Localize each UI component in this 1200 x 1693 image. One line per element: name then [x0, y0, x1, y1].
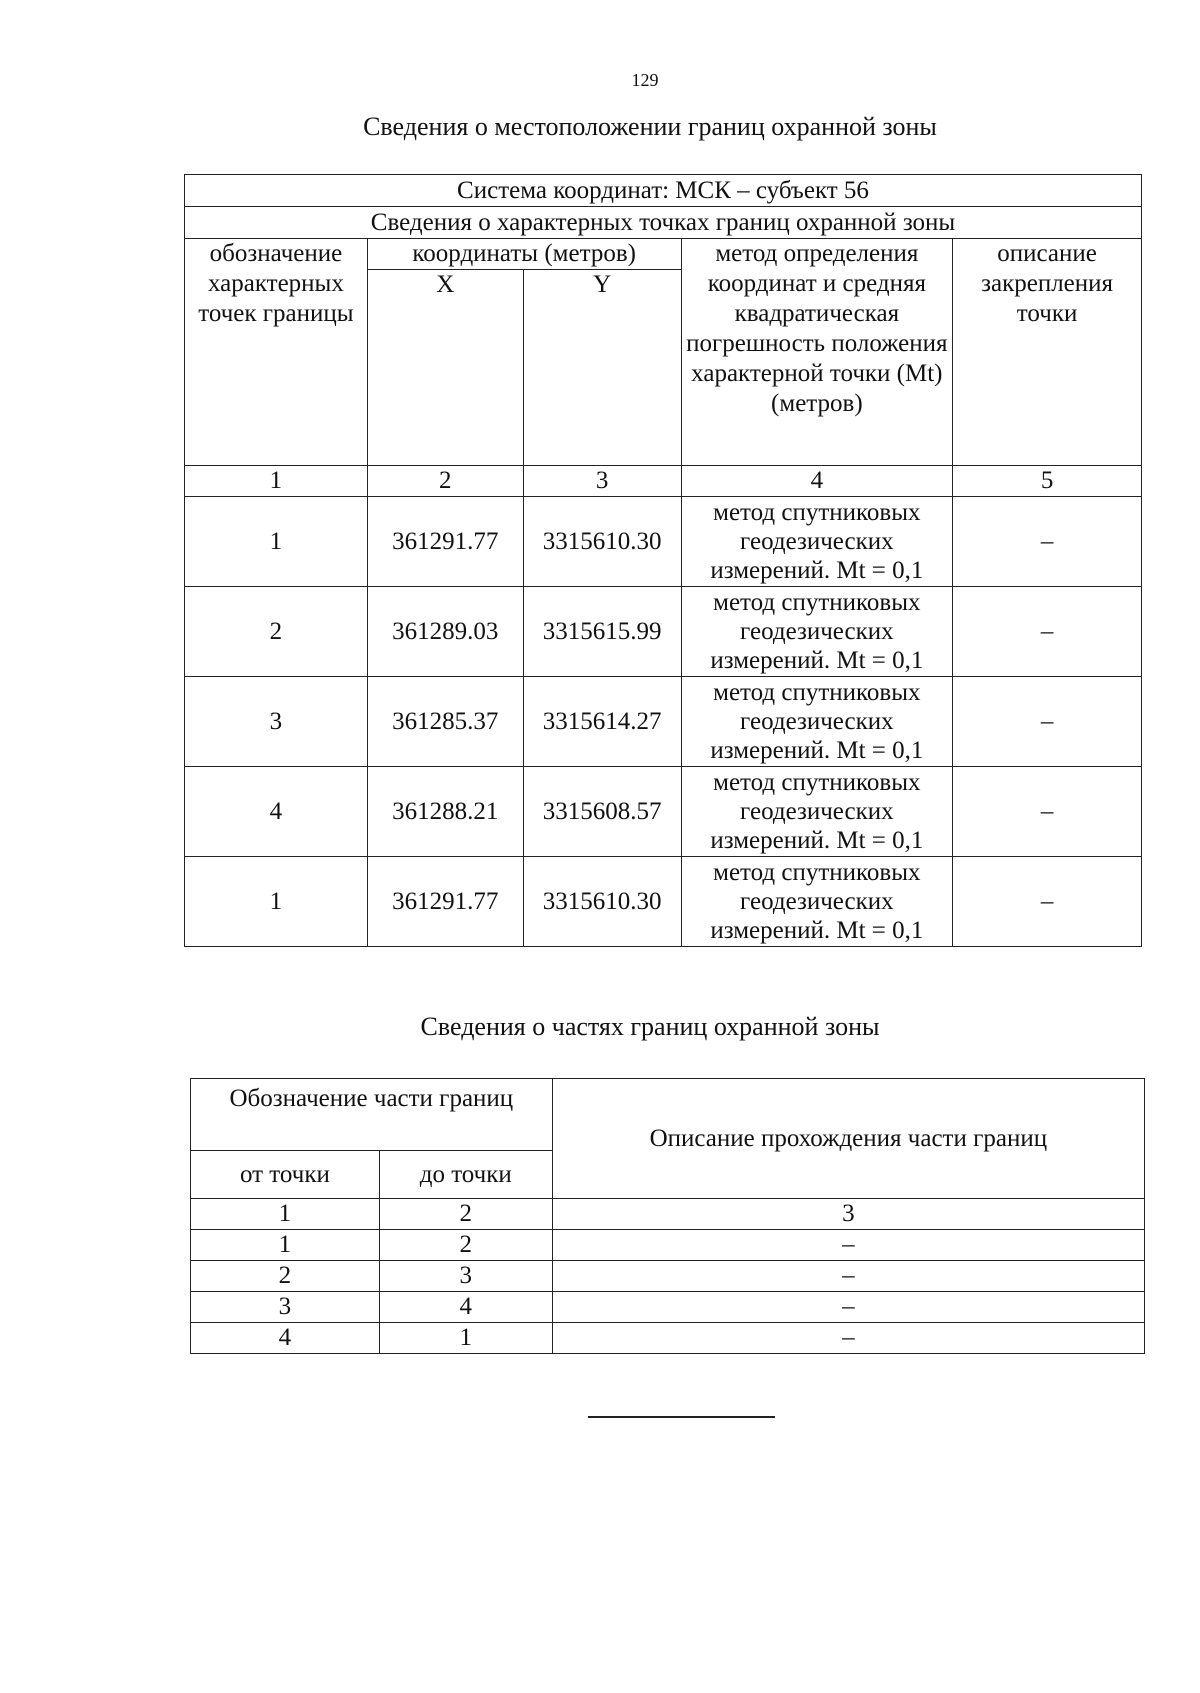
boundary-points-table: [184, 174, 1142, 947]
end-divider: [588, 1416, 775, 1418]
description-cell: –: [953, 677, 1142, 767]
from-cell: 1: [191, 1230, 380, 1261]
method-cell: метод спутниковых геодезических измерений. Mt = 0,1: [681, 857, 953, 947]
y-cell: 3315615.99: [523, 587, 681, 677]
column-number-row: [191, 1199, 1145, 1230]
column-number: 3: [552, 1199, 1144, 1230]
from-cell: 3: [191, 1292, 380, 1323]
y-cell: 3315610.30: [523, 857, 681, 947]
table-row: [185, 857, 1142, 947]
x-cell: 361285.37: [367, 677, 523, 767]
y-cell: 3315614.27: [523, 677, 681, 767]
column-number: 2: [367, 466, 523, 497]
description-cell: –: [953, 587, 1142, 677]
column-number: 3: [523, 466, 681, 497]
method-cell: метод спутниковых геодезических измерений. Mt = 0,1: [681, 497, 953, 587]
point-cell: 2: [185, 587, 368, 677]
header-method: метод определения координат и средняя квадратическая погрешность положения характерной точки (Mt) (метров): [681, 239, 953, 466]
header-description: описание закрепления точки: [953, 239, 1142, 466]
description-cell: –: [953, 857, 1142, 947]
table-row: [191, 1323, 1145, 1354]
boundary-parts-table: [190, 1078, 1145, 1354]
description-cell: –: [953, 497, 1142, 587]
table-row: [185, 587, 1142, 677]
method-cell: метод спутниковых геодезических измерений. Mt = 0,1: [681, 767, 953, 857]
y-cell: 3315608.57: [523, 767, 681, 857]
y-cell: 3315610.30: [523, 497, 681, 587]
header-part-description: Описание прохождения части границ: [552, 1079, 1144, 1199]
x-cell: 361291.77: [367, 857, 523, 947]
column-number: 4: [681, 466, 953, 497]
description-cell: –: [552, 1323, 1144, 1354]
table-row: [185, 497, 1142, 587]
table-row: [191, 1292, 1145, 1323]
section-title-boundary-parts: Сведения о частях границ охранной зоны: [420, 1012, 880, 1041]
to-cell: 3: [379, 1261, 552, 1292]
page-number: 129: [631, 70, 659, 90]
header-y: Y: [523, 270, 681, 466]
to-cell: 1: [379, 1323, 552, 1354]
table-row: [185, 767, 1142, 857]
method-cell: метод спутниковых геодезических измерений. Mt = 0,1: [681, 587, 953, 677]
table-row: [191, 1261, 1145, 1292]
point-cell: 3: [185, 677, 368, 767]
header-from-point: от точки: [191, 1151, 380, 1199]
column-number: 1: [185, 466, 368, 497]
from-cell: 4: [191, 1323, 380, 1354]
table-row: [191, 1230, 1145, 1261]
method-cell: метод спутниковых геодезических измерений. Mt = 0,1: [681, 677, 953, 767]
column-number: 2: [379, 1199, 552, 1230]
x-cell: 361288.21: [367, 767, 523, 857]
to-cell: 2: [379, 1230, 552, 1261]
column-number: 1: [191, 1199, 380, 1230]
point-cell: 1: [185, 497, 368, 587]
coordinate-system-cell: Система координат: МСК – субъект 56: [185, 175, 1142, 207]
point-cell: 1: [185, 857, 368, 947]
description-cell: –: [552, 1292, 1144, 1323]
from-cell: 2: [191, 1261, 380, 1292]
table-subtitle-cell: Сведения о характерных точках границ охранной зоны: [185, 207, 1142, 239]
x-cell: 361291.77: [367, 497, 523, 587]
description-cell: –: [552, 1230, 1144, 1261]
to-cell: 4: [379, 1292, 552, 1323]
section-title-boundary-location: Сведения о местоположении границ охранной зоны: [363, 112, 937, 141]
header-x: X: [367, 270, 523, 466]
header-coordinates: координаты (метров): [367, 239, 681, 270]
x-cell: 361289.03: [367, 587, 523, 677]
column-number: 5: [953, 466, 1142, 497]
description-cell: –: [953, 767, 1142, 857]
column-number-row: [185, 466, 1142, 497]
header-designation: обозначение характерных точек границы: [185, 239, 368, 466]
table-row: [185, 677, 1142, 767]
description-cell: –: [552, 1261, 1144, 1292]
header-to-point: до точки: [379, 1151, 552, 1199]
point-cell: 4: [185, 767, 368, 857]
header-part-designation: Обозначение части границ: [191, 1079, 553, 1151]
